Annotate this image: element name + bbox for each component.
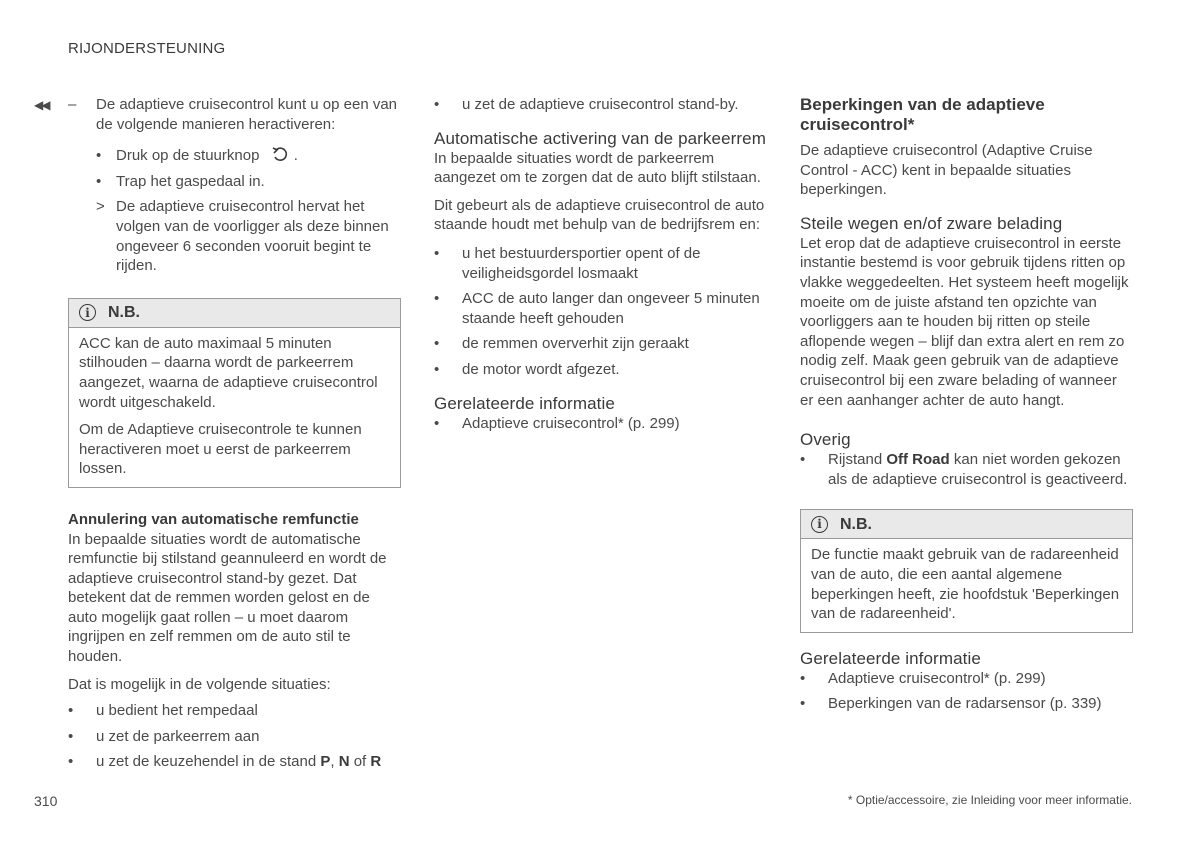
other-pre: Rijstand <box>828 451 887 469</box>
section-title: Beperkingen van de adaptieve cruisecontrol* <box>800 95 1045 134</box>
list-item-text: Trap het gaspedaal in. <box>116 172 265 190</box>
situations-intro: Dat is mogelijk in de volgende situaties: <box>68 675 331 693</box>
list-item <box>68 727 401 747</box>
result-item <box>68 197 401 275</box>
list-item <box>434 289 767 328</box>
list-item-text: u bedient het rempedaal <box>96 702 258 720</box>
intro-text: De adaptieve cruisecontrol (Adaptive Cruise Control - ACC) kent in bepaalde situaties beperkingen. <box>800 142 1093 199</box>
bullet-mark: • <box>68 753 74 771</box>
list-item <box>434 244 767 283</box>
other-heading: Overig <box>800 430 851 450</box>
bullet-mark: • <box>800 669 806 687</box>
arrow-mark: > <box>96 198 105 216</box>
list-item <box>434 360 767 380</box>
list-item-text: Druk op de stuurknop <box>116 147 260 165</box>
list-item-text: de remmen oververhit zijn geraakt <box>462 335 689 353</box>
gear-text: u zet de keuzehendel in de stand <box>96 753 321 771</box>
column-2 <box>434 95 767 433</box>
gear-p: P <box>320 753 331 771</box>
page-number: 310 <box>34 793 58 809</box>
reactivate-intro <box>68 95 401 134</box>
result-text: De adaptieve cruisecontrol hervat het volgen van de voorligger als deze binnen ongeveer 6 seconden vooruit begint te rijden. <box>116 198 389 275</box>
bullet-mark: • <box>68 727 74 745</box>
bullet-mark: • <box>434 290 440 308</box>
list-item <box>434 334 767 354</box>
list-item-text: u zet de adaptieve cruisecontrol stand-by. <box>462 96 739 113</box>
note-body <box>69 328 400 487</box>
related-heading: Gerelateerde informatie <box>434 393 615 413</box>
other-post: kan niet worden gekozen als de adaptieve cruisecontrol is geactiveerd. <box>828 451 1128 488</box>
note-paragraph: ACC kan de auto maximaal 5 minuten stilhouden – daarna wordt de parkeerrem aangezet, waarna de adaptieve cruisecontrol wordt uitgeschakeld. <box>79 334 378 411</box>
related-link[interactable] <box>800 669 1133 689</box>
bullet-mark: • <box>68 702 74 720</box>
restart-icon <box>272 147 290 163</box>
note-box <box>800 509 1133 632</box>
annul-text: In bepaalde situaties wordt de automatische remfunctie bij stilstand geannuleerd en wordt de adaptieve cruisecontrol stand-by gezet. Dat betekent dat de remmen worden gelost en de auto mogelijk gaat rollen – u moet daarom ingrijpen en zelf remmen om de auto stil te houden. <box>68 530 387 666</box>
bullet-mark: • <box>96 147 102 165</box>
list-item-text: ACC de auto langer dan ongeveer 5 minuten staande heeft gehouden <box>462 290 760 327</box>
info-icon: i <box>79 304 96 321</box>
gear-n: N <box>338 753 350 771</box>
list-item <box>68 701 401 721</box>
related-link-text[interactable]: Adaptieve cruisecontrol* (p. 299) <box>828 669 1046 687</box>
note-body <box>801 539 1132 631</box>
steep-text: Let erop dat de adaptieve cruisecontrol in eerste instantie bestemd is voor gebruik tijdens ritten op vlakke weggedeelten. Het systeem heeft mogelijk moeite om de juiste afstand ten opzichte van voorliggers aan te houden bij ritten op steile aflopende wegen – blijf dan extra alert en rem zo nodig zelf. Maak geen gebruik van de adaptieve cruisecontrol bij een zware belading of wanneer er een aanhanger achter de auto hangt. <box>800 234 1129 409</box>
bullet-mark: • <box>800 451 806 469</box>
list-item-text: de motor wordt afgezet. <box>462 360 620 378</box>
period: . <box>293 147 298 165</box>
list-item <box>68 172 401 192</box>
reactivate-intro-text: De adaptieve cruisecontrol kunt u op een van de volgende manieren heractiveren: <box>96 96 398 133</box>
note-paragraph: Om de Adaptieve cruisecontrole te kunnen heractiveren moet u eerst de parkeerrem lossen. <box>79 421 362 478</box>
gear-of: of <box>353 753 367 771</box>
related-link[interactable] <box>434 414 767 434</box>
column-3 <box>800 95 1133 714</box>
column-1 <box>68 95 401 772</box>
section-header: RIJONDERSTEUNING <box>68 40 226 57</box>
bullet-mark: • <box>434 335 440 353</box>
auto-paragraph: Dit gebeurt als de adaptieve cruisecontrol de auto staande houdt met behulp van de bedrijfsrem en: <box>434 196 765 234</box>
steep-heading: Steile wegen en/of zware belading <box>800 213 1063 233</box>
list-item <box>434 95 767 115</box>
list-item: • u zet de keuzehendel in de stand P, N of R <box>68 753 382 771</box>
list-item <box>800 450 1133 489</box>
bullet-mark: • <box>434 360 440 378</box>
footnote: * Optie/accessoire, zie Inleiding voor meer informatie. <box>847 793 1132 807</box>
list-item-text: u zet de parkeerrem aan <box>96 727 260 745</box>
related-link-text[interactable]: Beperkingen van de radarsensor (p. 339) <box>828 695 1102 713</box>
note-title: N.B. <box>108 303 140 321</box>
related-heading: Gerelateerde informatie <box>800 648 981 668</box>
auto-paragraph: In bepaalde situaties wordt de parkeerrem aangezet om te zorgen dat de auto blijft stilstaan. <box>434 149 761 187</box>
note-box <box>68 298 401 488</box>
list-item-text: u het bestuurdersportier opent of de veiligheidsgordel losmaakt <box>462 244 701 282</box>
bullet-mark: • <box>434 244 440 262</box>
info-icon: i <box>811 516 828 533</box>
back-arrows-icon: ◀◀ <box>34 98 49 112</box>
note-header <box>801 510 1132 539</box>
list-item <box>68 146 401 166</box>
note-title: N.B. <box>840 515 872 533</box>
note-header <box>69 299 400 328</box>
bullet-mark: • <box>96 172 102 190</box>
bullet-mark: • <box>434 96 440 113</box>
bullet-mark: • <box>434 414 440 432</box>
bullet-mark: • <box>800 695 806 713</box>
dash-mark: – <box>68 96 77 113</box>
annul-heading: Annulering van automatische remfunctie <box>68 510 359 528</box>
other-bold: Off Road <box>886 451 950 469</box>
note-paragraph: De functie maakt gebruik van de radareenheid van de auto, die een aantal algemene beperkingen heeft, zie hoofdstuk 'Beperkingen van de radareenheid'. <box>811 546 1120 623</box>
related-link[interactable] <box>800 694 1133 714</box>
auto-heading: Automatische activering van de parkeerrem <box>434 128 766 148</box>
related-link-text[interactable]: Adaptieve cruisecontrol* (p. 299) <box>462 414 680 432</box>
gear-r: R <box>370 753 382 771</box>
